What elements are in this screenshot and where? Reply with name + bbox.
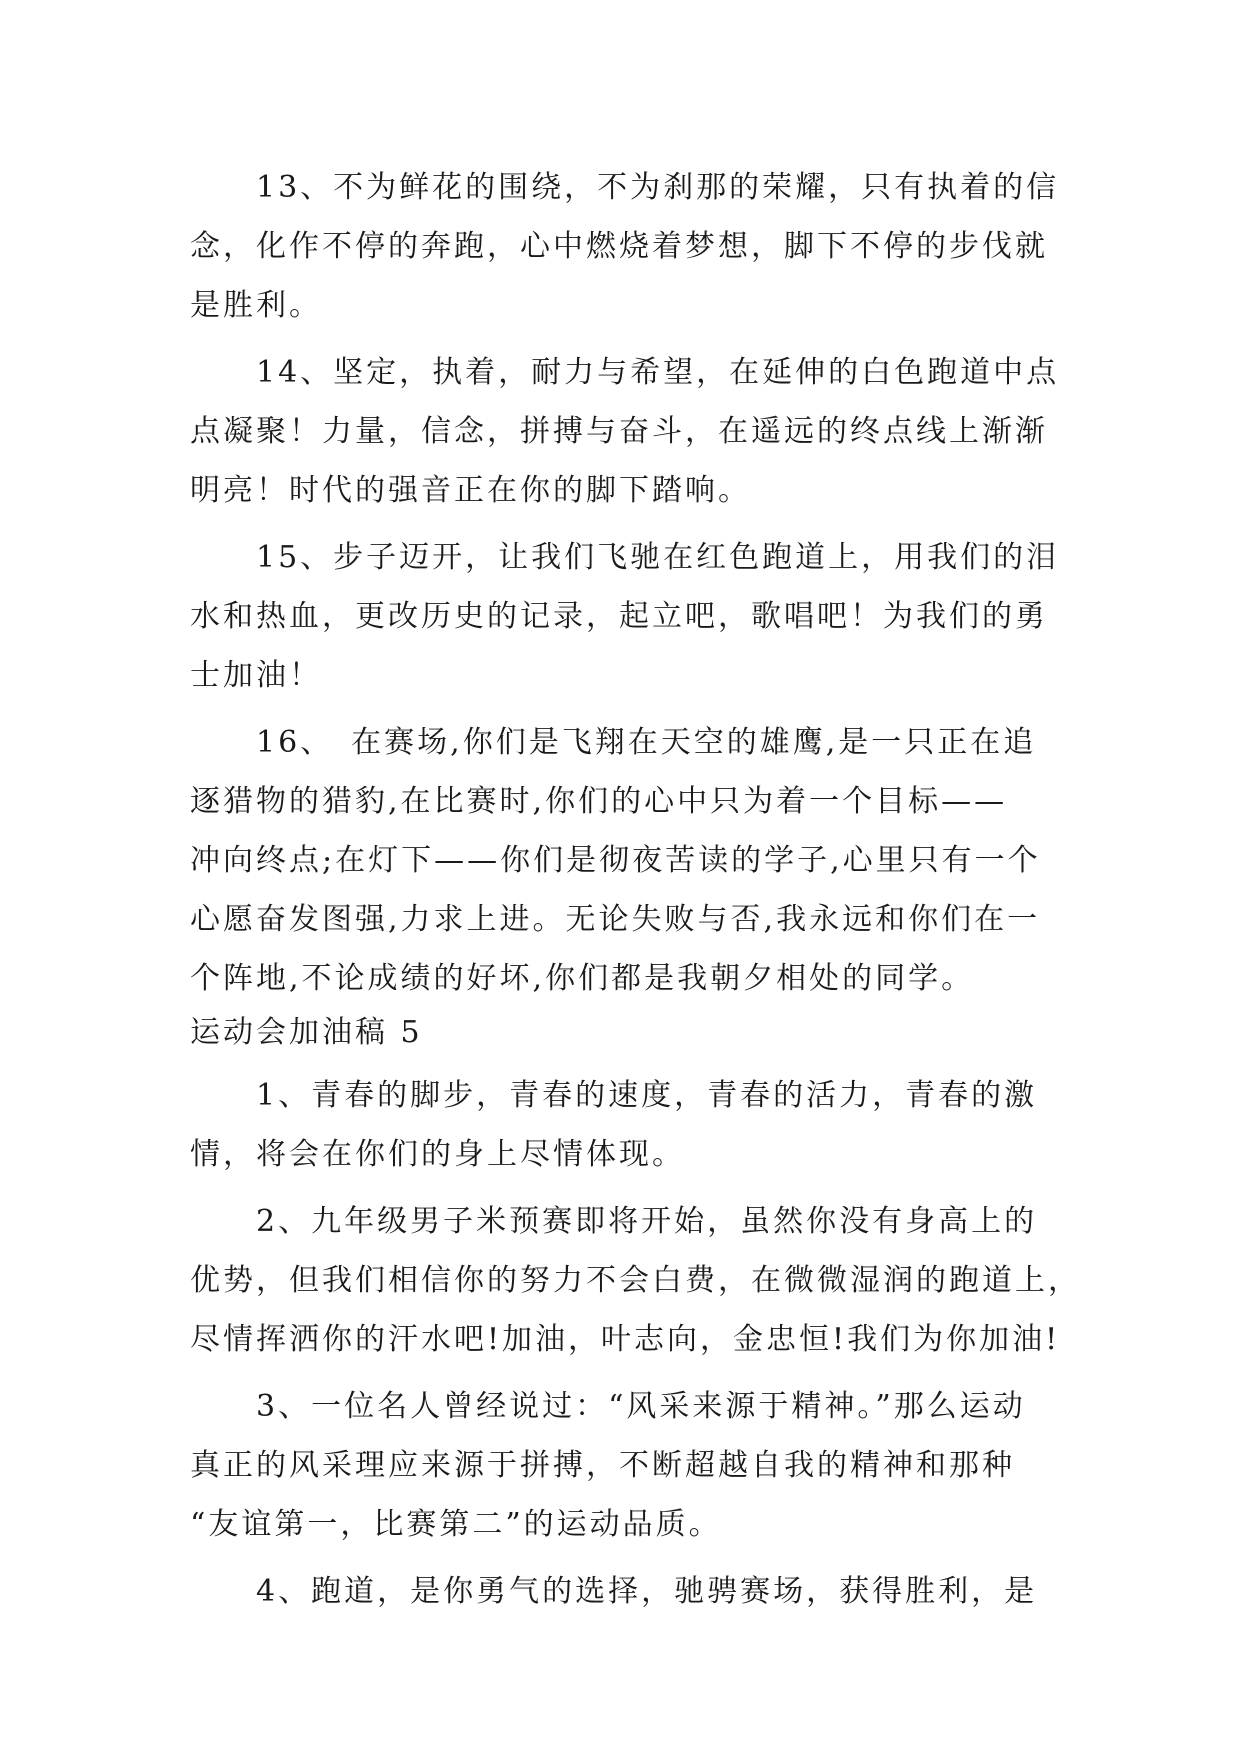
paragraph-line: 4、跑道，是你勇气的选择，驰骋赛场，获得胜利，是 (256, 1574, 1038, 1609)
paragraph-spacer (190, 1058, 1050, 1066)
paragraph-line: 优势，但我们相信你的努力不会白费，在微微湿润的跑道上， (190, 1263, 1081, 1298)
paragraph-line: 1、青春的脚步，青春的速度，青春的活力，青春的激 (256, 1078, 1038, 1113)
paragraph-line: 15、步子迈开，让我们飞驰在红色跑道上，用我们的泪 (256, 540, 1060, 575)
document-body (190, 158, 1081, 1621)
paragraph-3 (190, 1377, 1050, 1554)
paragraph-line: 13、不为鲜花的围绕，不为刹那的荣耀，只有执着的信 (256, 170, 1060, 205)
paragraph-15 (190, 528, 1060, 705)
paragraph-line: 2、九年级男子米预赛即将开始，虽然你没有身高上的 (256, 1204, 1038, 1239)
paragraph-line: 3、一位名人曾经说过：“风采来源于精神。”那么运动 (256, 1389, 1026, 1424)
paragraph-line: “友谊第一，比赛第二”的运动品质。 (190, 1507, 722, 1542)
paragraph-line: 士加油！ (190, 658, 322, 693)
paragraph-line: 14、坚定，执着，耐力与希望，在延伸的白色跑道中点 (256, 355, 1060, 390)
paragraph-line: 逐猎物的猎豹,在比赛时,你们的心中只为着一个目标—— (190, 784, 1008, 819)
paragraph-spacer (190, 1369, 1050, 1377)
paragraph-line: 真正的风采理应来源于拼搏，不断超越自我的精神和那种 (190, 1448, 1015, 1483)
paragraph-line: 明亮！时代的强音正在你的脚下踏响。 (190, 473, 751, 508)
paragraph-line: 16、 在赛场,你们是飞翔在天空的雄鹰,是一只正在追 (256, 725, 1037, 760)
paragraph-2 (190, 1192, 1081, 1369)
paragraph-16 (190, 713, 1050, 1008)
paragraph-spacer (190, 1184, 1050, 1192)
section-heading: 运动会加油稿 5 (190, 1015, 423, 1050)
paragraph-4 (190, 1562, 1050, 1621)
paragraph-13 (190, 158, 1060, 335)
paragraph-line: 念，化作不停的奔跑，心中燃烧着梦想，脚下不停的步伐就 (190, 229, 1048, 264)
paragraph-line: 水和热血，更改历史的记录，起立吧，歌唱吧！为我们的勇 (190, 599, 1048, 634)
paragraph-spacer (190, 520, 1050, 528)
paragraph-spacer (190, 705, 1050, 713)
paragraph-line: 冲向终点;在灯下——你们是彻夜苦读的学子,心里只有一个 (190, 843, 1041, 878)
paragraph-line: 点凝聚！力量，信念，拼搏与奋斗，在遥远的终点线上渐渐 (190, 414, 1048, 449)
paragraph-1 (190, 1066, 1050, 1184)
paragraph-line: 尽情挥洒你的汗水吧!加油，叶志向，金忠恒!我们为你加油! (190, 1322, 1061, 1357)
paragraph-line: 是胜利。 (190, 288, 322, 323)
paragraph-line: 心愿奋发图强,力求上进。无论失败与否,我永远和你们在一 (190, 902, 1041, 937)
paragraph-line: 个阵地,不论成绩的好坏,你们都是我朝夕相处的同学。 (190, 961, 975, 996)
paragraph-line: 情，将会在你们的身上尽情体现。 (190, 1137, 685, 1172)
paragraph-spacer (190, 335, 1050, 343)
paragraph-14 (190, 343, 1060, 520)
paragraph-spacer (190, 1554, 1050, 1562)
